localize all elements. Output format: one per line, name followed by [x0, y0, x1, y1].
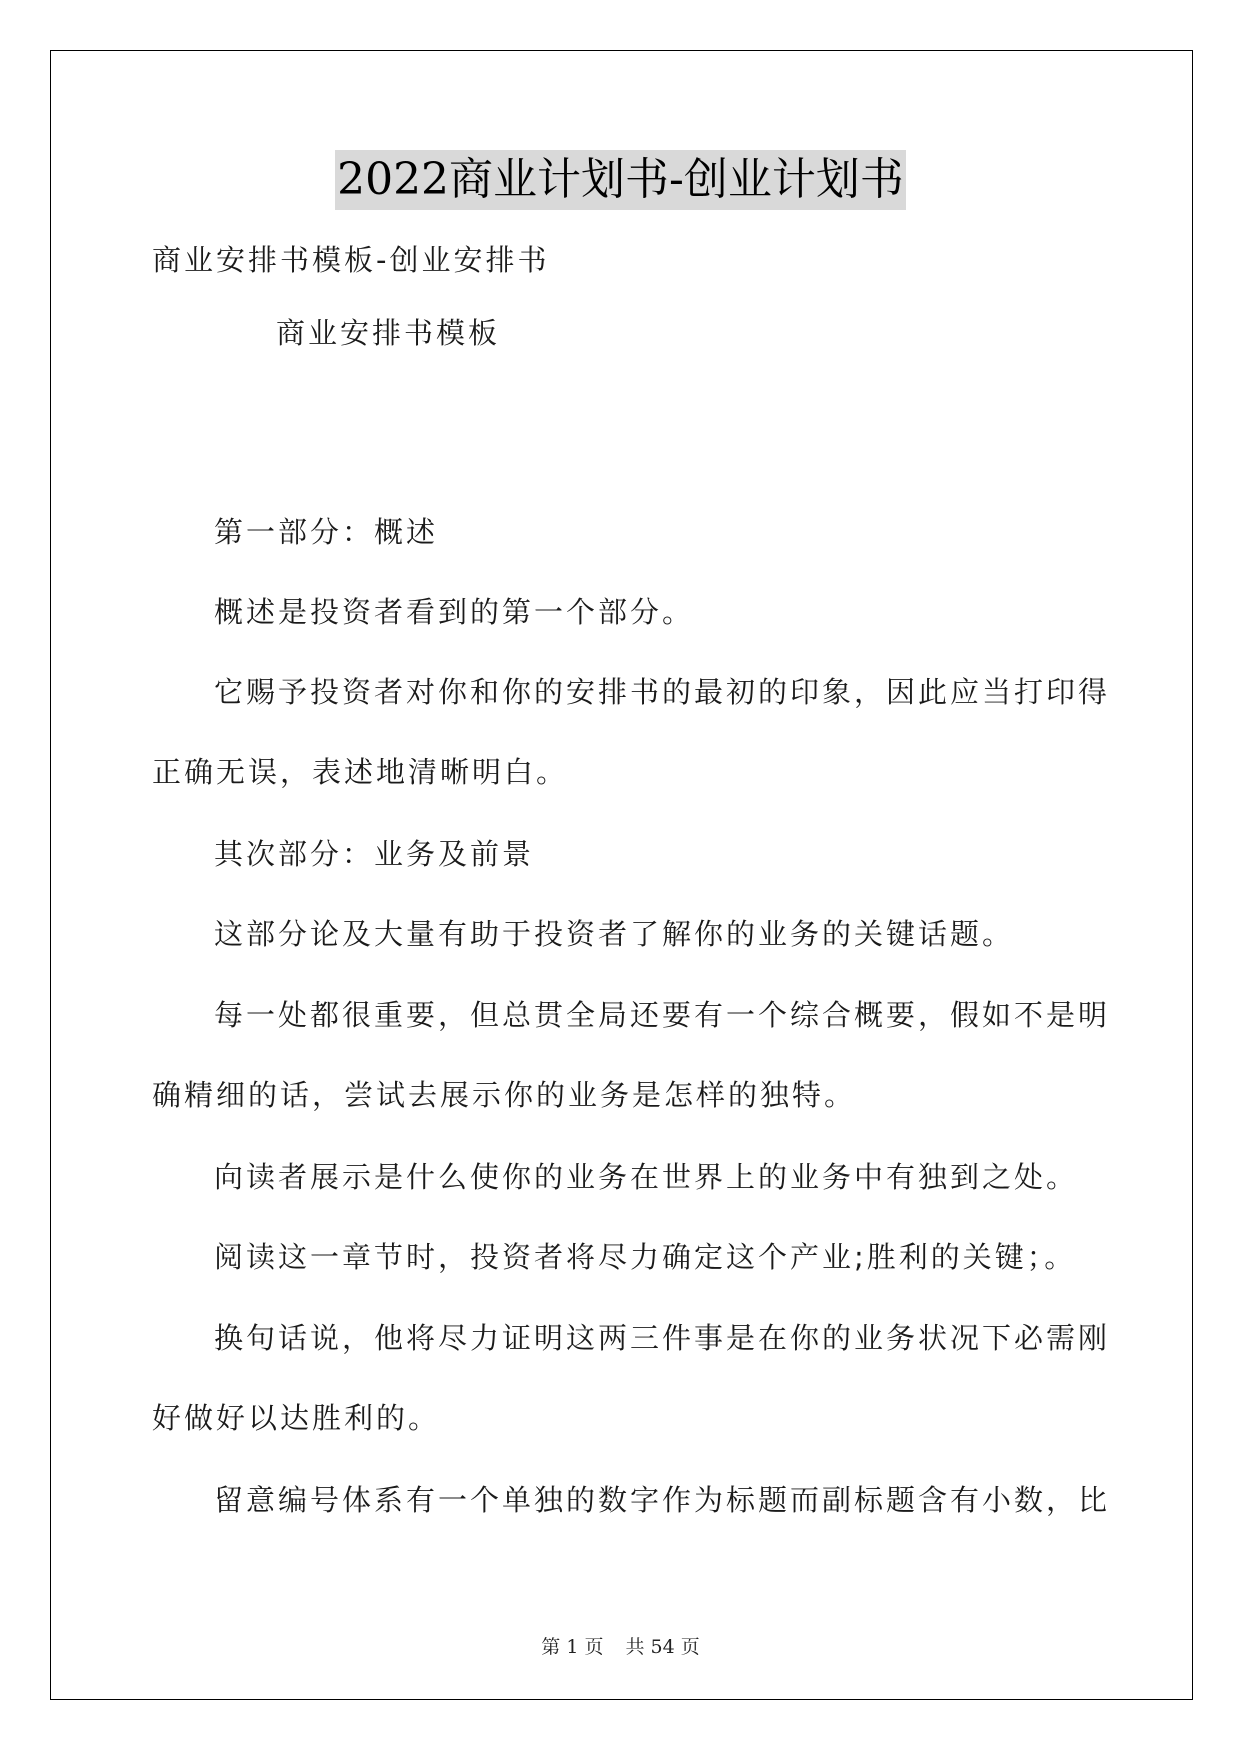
page-border	[50, 50, 1193, 1700]
document-title: 2022商业计划书-创业计划书	[335, 150, 906, 210]
page-footer	[0, 1632, 1241, 1659]
paragraph-line: 正确无误，表述地清晰明白。	[152, 755, 569, 789]
paragraph-line: 好做好以达胜利的。	[152, 1401, 441, 1435]
paragraph-line: 它赐予投资者对你和你的安排书的最初的印象，因此应当打印得	[214, 675, 1111, 709]
page-number: 第 1 页	[541, 1636, 604, 1658]
paragraph-line: 确精细的话，尝试去展示你的业务是怎样的独特。	[152, 1078, 857, 1112]
paragraph-line: 每一处都很重要，但总贯全局还要有一个综合概要，假如不是明	[214, 998, 1111, 1032]
paragraph-line: 第一部分：概述	[214, 515, 439, 549]
paragraph-line: 留意编号体系有一个单独的数字作为标题而副标题含有小数，比	[214, 1483, 1111, 1517]
paragraph-line: 阅读这一章节时，投资者将尽力确定这个产业;胜利的关键；。	[214, 1240, 1077, 1274]
paragraph-line: 向读者展示是什么使你的业务在世界上的业务中有独到之处。	[214, 1160, 1079, 1194]
section-heading: 商业安排书模板	[276, 316, 501, 350]
title-container	[0, 150, 1241, 210]
subtitle-line: 商业安排书模板-创业安排书	[152, 243, 550, 277]
page-total: 共 54 页	[625, 1636, 700, 1658]
paragraph-line: 其次部分：业务及前景	[214, 837, 535, 871]
paragraph-line: 这部分论及大量有助于投资者了解你的业务的关键话题。	[214, 917, 1015, 951]
paragraph-line: 换句话说，他将尽力证明这两三件事是在你的业务状况下必需刚	[214, 1321, 1111, 1355]
paragraph-line: 概述是投资者看到的第一个部分。	[214, 595, 695, 629]
